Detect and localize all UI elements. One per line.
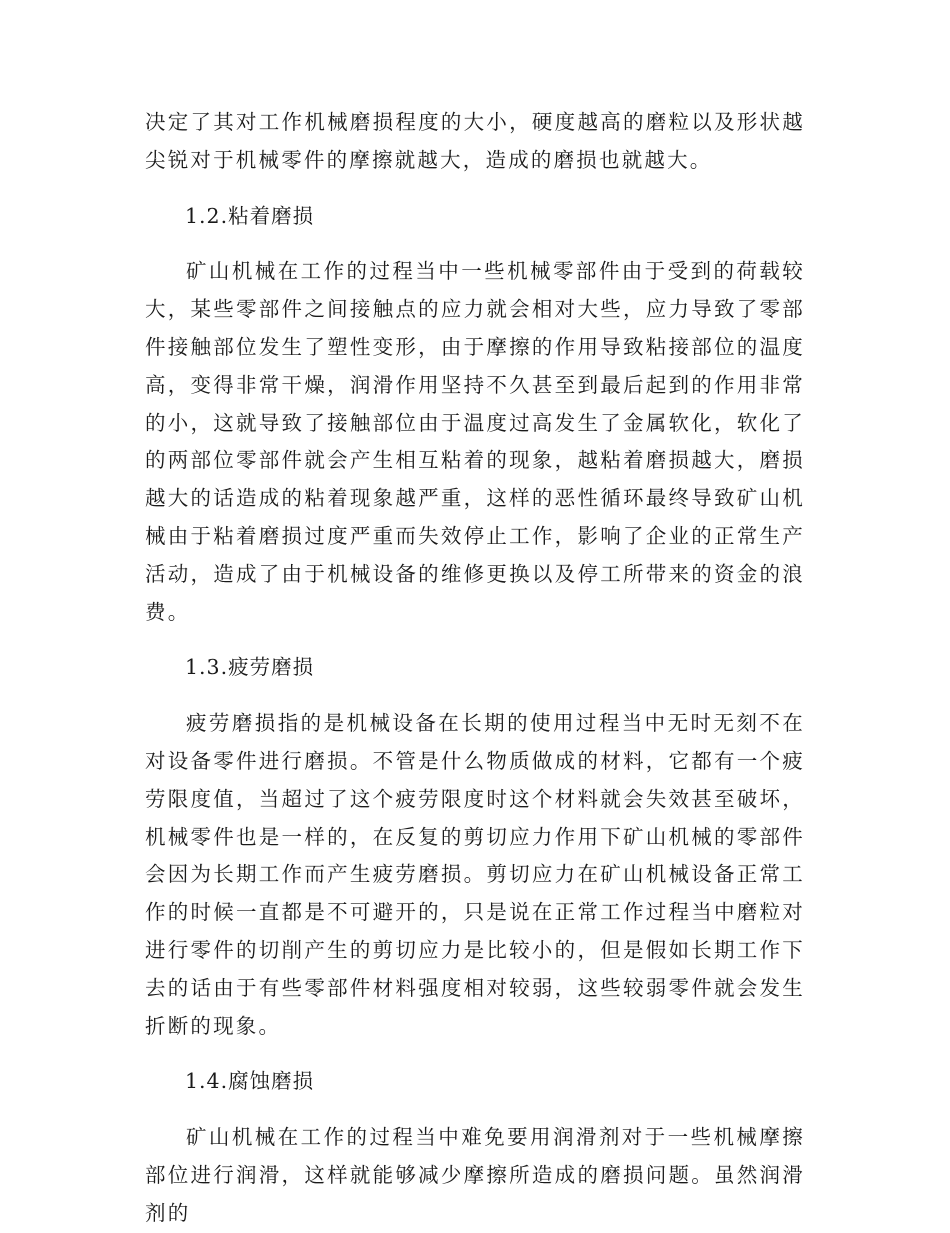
spacer: [145, 1101, 805, 1119]
paragraph-abrasive-wear-end: 决定了其对工作机械磨损程度的大小，硬度越高的磨粒以及形状越尖锐对于机械零件的摩擦就越大，造成的磨损也就越大。: [145, 110, 805, 172]
spacer: [145, 1045, 805, 1063]
spacer: [145, 180, 805, 198]
section-heading-fatigue-wear: 1.3.疲劳磨损: [185, 655, 315, 680]
paragraph-fatigue-wear: 疲劳磨损指的是机械设备在长期的使用过程当中无时无刻不在对设备零件进行磨损。不管是什么物质做成的材料，它都有一个疲劳限度值，当超过了这个疲劳限度时这个材料就会失效甚至破坏，机械零件也是一样的，在反复的剪切应力作用下矿山机械的零部件会因为长期工作而产生疲劳磨损。剪切应力在矿山机械设备正常工作的时候一直都是不可避开的，只是说在正常工作过程当中磨粒对进行零件的切削产生的剪切应力是比较小的，但是假如长期工作下去的话由于有些零部件材料强度相对较弱，这些较弱零件就会发生折断的现象。: [145, 711, 805, 1038]
paragraph-adhesive-wear: 矿山机械在工作的过程当中一些机械零部件由于受到的荷载较大，某些零部件之间接触点的应力就会相对大些，应力导致了零部件接触部位发生了塑性变形，由于摩擦的作用导致粘接部位的温度高，变得非常干燥，润滑作用坚持不久甚至到最后起到的作用非常的小，这就导致了接触部位由于温度过高发生了金属软化，软化了的两部位零部件就会产生相互粘着的现象，越粘着磨损越大，磨损越大的话造成的粘着现象越严重，这样的恶性循环最终导致矿山机械由于粘着磨损过度严重而失效停止工作，影响了企业的正常生产活动，造成了由于机械设备的维修更换以及停工所带来的资金的浪费。: [145, 259, 805, 624]
spacer: [145, 235, 805, 253]
paragraph-corrosion-wear: 矿山机械在工作的过程当中难免要用润滑剂对于一些机械摩擦部位进行润滑，这样就能够减少摩擦所造成的磨损问题。虽然润滑剂的: [145, 1125, 805, 1225]
section-heading-adhesive-wear: 1.2.粘着磨损: [185, 203, 315, 228]
section-heading-corrosion-wear: 1.4.腐蚀磨损: [185, 1069, 315, 1094]
spacer: [145, 687, 805, 705]
spacer: [145, 631, 805, 649]
